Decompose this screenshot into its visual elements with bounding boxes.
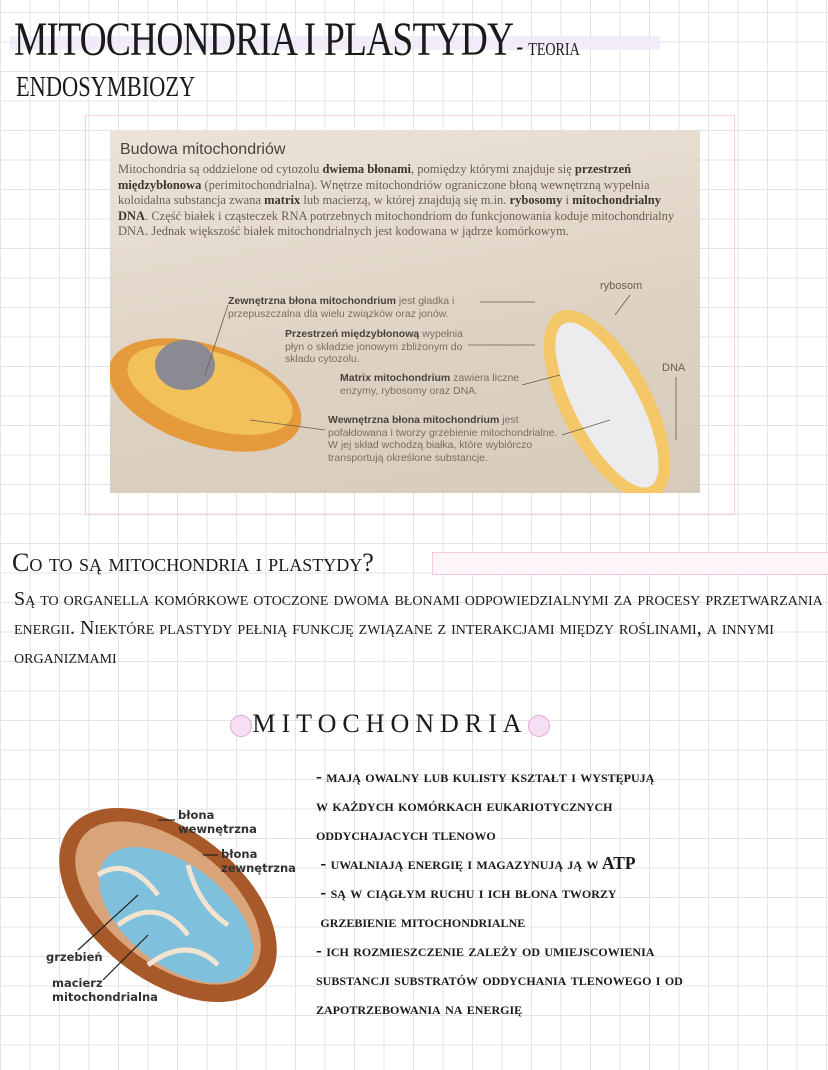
mitochondria-heading: MITOCHONDRIA [0,708,780,740]
circle-decoration-left [230,715,252,737]
bullet-line: oddychajacych tlenowo [316,824,496,844]
bullet-line: w każdych komórkach eukariotycznych [316,795,613,815]
textbook-photo [110,130,700,493]
label-outer-membrane: błona zewnętrzna [221,847,296,875]
caption-intermembrane: Przestrzeń międzybłonową wypełnia płyn o składzie jonowym zbliżonym do składu cytozolu. [285,328,463,365]
mitochondrion-3d-matrix [155,340,215,390]
mitochondria-bullets [316,762,683,1023]
label-inner-membrane: błona wewnętrzna [178,808,257,836]
textbook-heading: Budowa mitochondriów [120,141,286,158]
label-dna: DNA [662,362,686,374]
bullet-line: substancji substratów oddychania tlenowego i od [316,969,683,989]
bullet-line: - uwalniają energię i magazynują ją w ATP [316,853,636,873]
caption-matrix: Matrix mitochondrium zawiera liczne enzymy, rybosomy oraz DNA. [340,372,520,397]
label-ribosome: rybosom [600,280,643,292]
textbook-paragraph: Mitochondria są oddzielone od cytozolu dwiema błonami, pomiędzy którymi znajduje się przestrzeń międzybłonowa (perimitochondrialna). Wnętrze mitochondriów ograniczone błoną wewnętrzną wypełnia koloidalna substancja zwana matrix lub macierzą, w której znajdują się m.in. rybosomy i mitochondrialny DNA. Część białek i cząsteczek RNA potrzebnych mitochondriom do funkcjonowania koduje mitochondrialny DNA. Jednak większość białek mitochondrialnych jest kodowana w jądrze komórkowym. [118,162,675,238]
title-suffix: - teoria [516,32,580,61]
bullet-line: zapotrzebowania na energię [316,998,523,1018]
bullet-line: - ich rozmieszczenie zależy od umiejscowienia [316,940,655,960]
caption-outer-membrane: Zewnętrzna błona mitochondrium jest gładka i przepuszczalna dla wielu związków oraz jonów. [228,295,455,320]
page-subtitle: ENDOSYMBIOZY [16,72,196,103]
circle-decoration-right [528,715,550,737]
bullet-line: - mają owalny lub kulisty kształt i występują [316,766,655,786]
section-heading: Co to są mitochondria i plastydy? [12,548,374,577]
section-text: Są to organella komórkowe otoczone dwoma błonami odpowiedzialnymi za procesy przetwarzania energii. Niektóre plastydy pełnią funkcję związane z interakcjami między roślinami, a innymi organizmami [14,588,823,668]
page-title [14,14,580,77]
label-crista: grzebień [46,950,103,964]
title-main: MITOCHONDRIA I PLASTYDY [14,13,514,66]
mitochondrion-figure [38,775,303,1030]
heading-decoration [432,552,828,575]
label-matrix: macierz mitochondrialna [52,976,158,1004]
bullet-line: - są w ciągłym ruchu i ich błona tworzy [316,882,617,902]
caption-inner-membrane: Wewnętrzna błona mitochondrium jest pofałdowana i tworzy grzebienie mitochondrialne. W jej skład wchodzą białka, które wybiórczo transportują określone substancje. [328,414,558,464]
bullet-line: grzebienie mitochondrialne [316,911,526,931]
